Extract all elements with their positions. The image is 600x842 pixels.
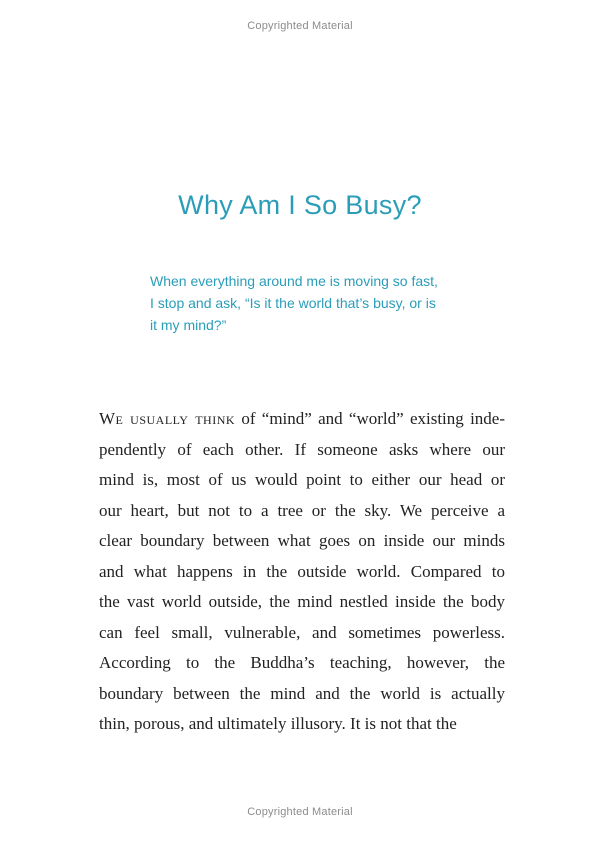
body-line: boundary between the mind and the world is actually [99,683,505,703]
copyright-notice-bottom: Copyrighted Material [247,806,353,818]
body-line: and what happens in the outside world. Compared to [99,561,505,581]
epigraph-line: I stop and ask, “Is it the world that’s busy, or is [150,295,436,311]
copyright-notice-top: Copyrighted Material [247,20,353,32]
body-line [99,404,505,435]
body-line: pendently of each other. If someone asks where our [99,439,505,459]
body-line: can feel small, vulnerable, and sometimes powerless. [99,622,505,642]
epigraph-line: it my mind?” [150,317,227,333]
body-line: mind is, most of us would point to either our head or [99,470,505,489]
body-line: our heart, but not to a tree or the sky. We perceive a [99,500,505,520]
body-line: According to the Buddha’s teaching, however, the [99,653,505,672]
body-paragraph [99,404,505,740]
epigraph-line: When everything around me is moving so fast, [150,273,438,289]
body-line: clear boundary between what goes on inside our minds [99,531,505,550]
body-line: the vast world outside, the mind nestled inside the body [99,592,505,611]
body-line: thin, porous, and ultimately illusory. It is not that the [99,714,457,733]
chapter-title: Why Am I So Busy? [178,190,422,220]
epigraph [150,270,480,336]
lead-phrase-smallcaps: We usually think [99,409,236,428]
body-line-text: of “mind” and “world” existing inde- [235,409,505,428]
